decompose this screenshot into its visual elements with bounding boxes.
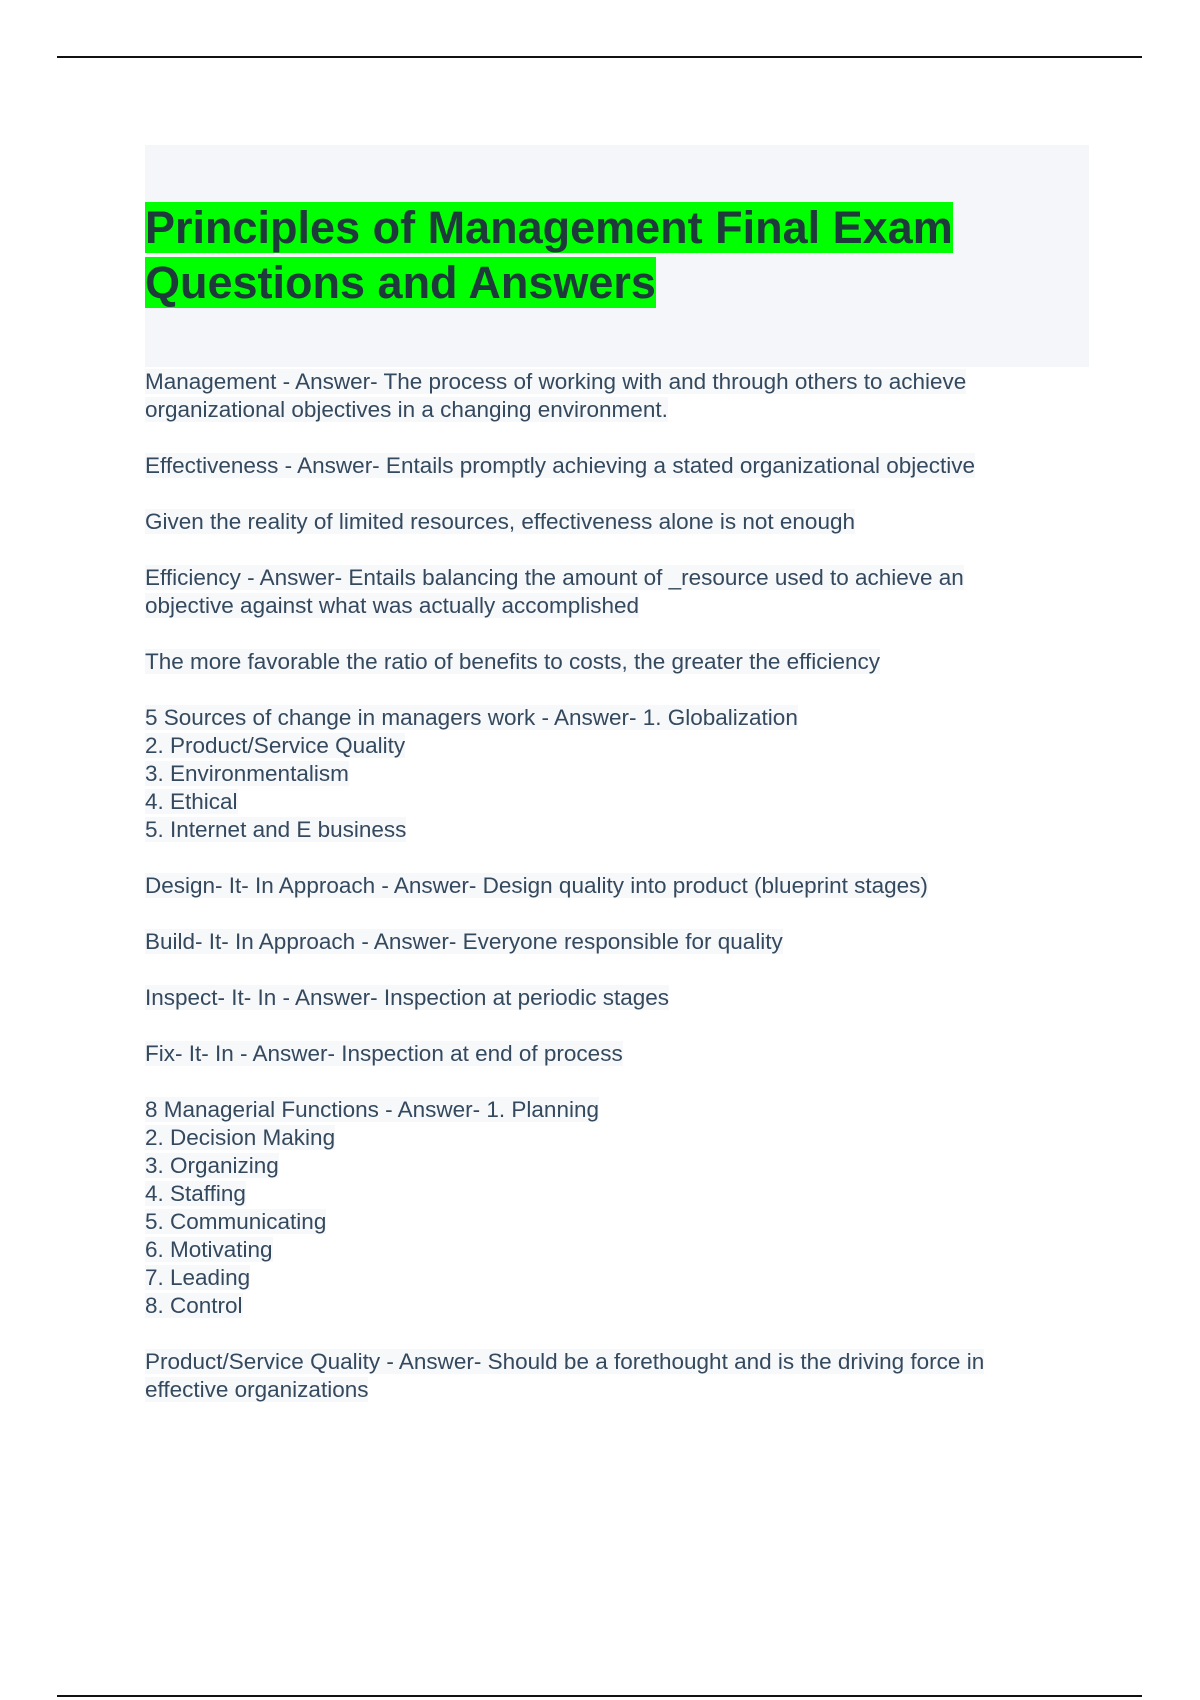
- qa-line-text: 4. Staffing: [145, 1181, 246, 1206]
- qa-line-text: effective organizations: [145, 1377, 369, 1402]
- title-line-2: Questions and Answers: [145, 257, 656, 308]
- title-line-1: Principles of Management Final Exam: [145, 202, 953, 253]
- qa-line-text: 3. Environmentalism: [145, 761, 349, 786]
- qa-line: [145, 1376, 1095, 1404]
- qa-line-text: 2. Product/Service Quality: [145, 733, 406, 758]
- qa-line: [145, 760, 1095, 788]
- qa-line-text: 7. Leading: [145, 1265, 251, 1290]
- qa-line-text: Product/Service Quality - Answer- Should be a forethought and is the driving force in: [145, 1349, 985, 1374]
- qa-paragraph: [145, 872, 1095, 900]
- qa-paragraph: [145, 1096, 1095, 1320]
- qa-line: [145, 1264, 1095, 1292]
- qa-line: [145, 1180, 1095, 1208]
- qa-paragraph: [145, 452, 1095, 480]
- qa-line-text: Design- It- In Approach - Answer- Design quality into product (blueprint stages): [145, 873, 928, 898]
- top-rule: [57, 56, 1142, 58]
- qa-line-text: 2. Decision Making: [145, 1125, 336, 1150]
- qa-line: [145, 704, 1095, 732]
- qa-line-text: Build- It- In Approach - Answer- Everyone responsible for quality: [145, 929, 783, 954]
- qa-line-text: 5. Internet and E business: [145, 817, 407, 842]
- qa-line-text: 6. Motivating: [145, 1237, 273, 1262]
- page-title: [145, 200, 953, 310]
- qa-line: [145, 368, 1095, 396]
- qa-line-text: Given the reality of limited resources, effectiveness alone is not enough: [145, 509, 855, 534]
- qa-content: [145, 368, 1095, 1432]
- qa-line: [145, 1236, 1095, 1264]
- qa-line-text: 4. Ethical: [145, 789, 238, 814]
- qa-line: [145, 1152, 1095, 1180]
- qa-line-text: objective against what was actually accomplished: [145, 593, 640, 618]
- qa-line-text: Fix- It- In - Answer- Inspection at end of process: [145, 1041, 623, 1066]
- qa-paragraph: [145, 704, 1095, 844]
- qa-paragraph: [145, 648, 1095, 676]
- qa-line: [145, 984, 1095, 1012]
- qa-line: [145, 508, 1095, 536]
- qa-line-text: Inspect- It- In - Answer- Inspection at periodic stages: [145, 985, 669, 1010]
- qa-line: [145, 1208, 1095, 1236]
- qa-line: [145, 1096, 1095, 1124]
- qa-line: [145, 1292, 1095, 1320]
- qa-line: [145, 1040, 1095, 1068]
- qa-line-text: Effectiveness - Answer- Entails promptly achieving a stated organizational objective: [145, 453, 976, 478]
- qa-line: [145, 452, 1095, 480]
- qa-line: [145, 396, 1095, 424]
- qa-line: [145, 592, 1095, 620]
- bottom-rule: [57, 1695, 1142, 1697]
- qa-line-text: 5 Sources of change in managers work - Answer- 1. Globalization: [145, 705, 798, 730]
- qa-line: [145, 732, 1095, 760]
- qa-line-text: 8. Control: [145, 1293, 243, 1318]
- qa-paragraph: [145, 1348, 1095, 1404]
- qa-line: [145, 564, 1095, 592]
- qa-line-text: 5. Communicating: [145, 1209, 327, 1234]
- qa-line-text: The more favorable the ratio of benefits to costs, the greater the efficiency: [145, 649, 880, 674]
- qa-line: [145, 872, 1095, 900]
- qa-line-text: 3. Organizing: [145, 1153, 279, 1178]
- qa-paragraph: [145, 984, 1095, 1012]
- qa-line-text: organizational objectives in a changing environment.: [145, 397, 668, 422]
- qa-line-text: Efficiency - Answer- Entails balancing the amount of _resource used to achieve an: [145, 565, 964, 590]
- qa-line: [145, 1124, 1095, 1152]
- qa-paragraph: [145, 368, 1095, 424]
- qa-line: [145, 648, 1095, 676]
- qa-line: [145, 928, 1095, 956]
- qa-paragraph: [145, 564, 1095, 620]
- qa-line-text: Management - Answer- The process of working with and through others to achieve: [145, 369, 967, 394]
- qa-line: [145, 788, 1095, 816]
- qa-paragraph: [145, 508, 1095, 536]
- qa-line: [145, 1348, 1095, 1376]
- qa-line-text: 8 Managerial Functions - Answer- 1. Planning: [145, 1097, 599, 1122]
- qa-paragraph: [145, 928, 1095, 956]
- qa-line: [145, 816, 1095, 844]
- qa-paragraph: [145, 1040, 1095, 1068]
